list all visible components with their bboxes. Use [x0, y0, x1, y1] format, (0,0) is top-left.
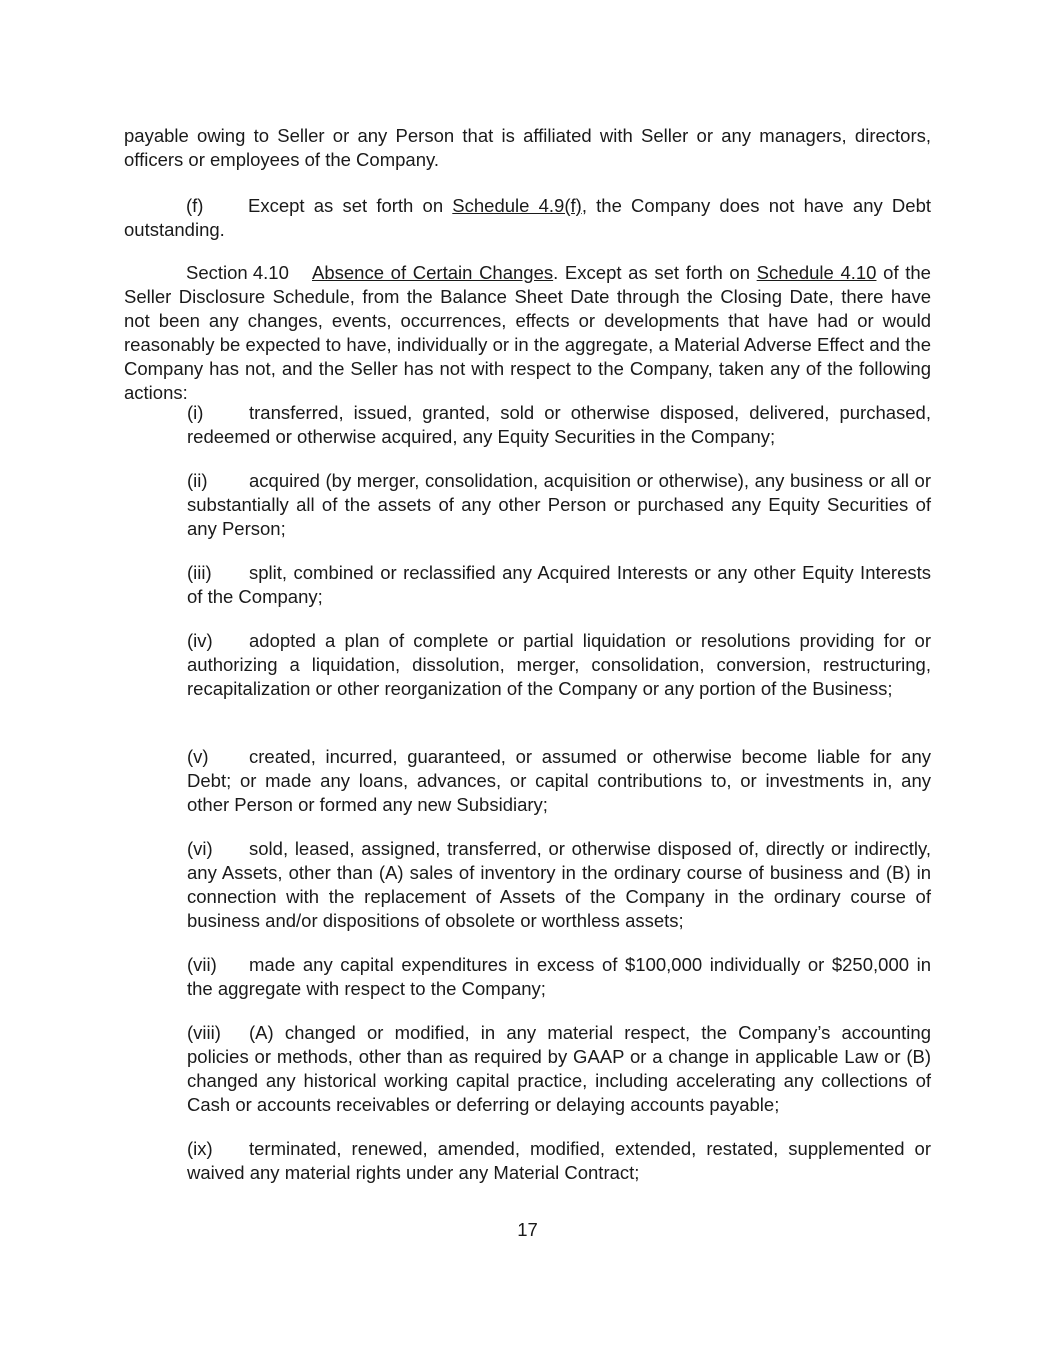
list-item-label: (viii) — [187, 1022, 221, 1043]
intro-paragraph: payable owing to Seller or any Person that is affiliated with Seller or any managers, directors, officers or employees of the Company. — [124, 125, 931, 170]
section-4-10 — [124, 261, 931, 405]
page-number: 17 — [517, 1219, 538, 1240]
section-body: of the Seller Disclosure Schedule, from the Balance Sheet Date through the Closing Date, there have not been any changes, events, occurrences, effects or developments that have had or would reasonably be expected to have, individually or in the aggregate, a Material Adverse Effect and the Company has not, and the Seller has not with respect to the Company, taken any of the following actions: — [124, 262, 931, 403]
list-item-text: split, combined or reclassified any Acquired Interests or any other Equity Interests of the Company; — [187, 562, 931, 607]
list-item — [187, 629, 931, 701]
section-number: Section 4.10 — [186, 262, 289, 283]
clause-f — [124, 194, 931, 242]
list-item-text: transferred, issued, granted, sold or otherwise disposed, delivered, purchased, redeemed or otherwise acquired, any Equity Securities in the Company; — [187, 402, 931, 447]
list-item-text: terminated, renewed, amended, modified, extended, restated, supplemented or waived any material rights under any Material Contract; — [187, 1138, 931, 1183]
list-item — [187, 745, 931, 817]
clause-f-post: , the Company does not have any Debt outstanding. — [124, 195, 931, 240]
list-item — [187, 469, 931, 541]
list-item-text: sold, leased, assigned, transferred, or otherwise disposed of, directly or indirectly, any Assets, other than (A) sales of inventory in the ordinary course of business and (B) in connection with the replacement of Assets of the Company in the ordinary course of business and/or dispositions of obsolete or worthless assets; — [187, 838, 931, 931]
list-item-label: (ii) — [187, 470, 208, 491]
clause-f-pre: Except as set forth on — [248, 195, 453, 216]
list-item — [187, 1137, 931, 1185]
schedule-4-9f-ref: Schedule 4.9(f) — [452, 195, 582, 216]
section-pre: . Except as set forth on — [553, 262, 757, 283]
list-item — [187, 401, 931, 449]
list-item — [187, 1021, 931, 1117]
list-item-label: (vi) — [187, 838, 213, 859]
list-item-label: (vii) — [187, 954, 217, 975]
section-heading: Absence of Certain Changes — [312, 262, 554, 283]
list-item — [187, 837, 931, 933]
schedule-4-10-ref: Schedule 4.10 — [756, 262, 877, 283]
list-item-label: (i) — [187, 402, 204, 423]
list-item-text: adopted a plan of complete or partial liquidation or resolutions providing for or authorizing a liquidation, dissolution, merger, consolidation, conversion, restructuring, recapitalization or other reorganization of the Company or any portion of the Business; — [187, 630, 931, 699]
list-item-label: (ix) — [187, 1138, 213, 1159]
list-item — [187, 561, 931, 609]
list-item — [187, 953, 931, 1001]
clause-f-label: (f) — [186, 195, 204, 216]
list-item-text: acquired (by merger, consolidation, acquisition or otherwise), any business or all or substantially all of the assets of any other Person or purchased any Equity Securities of any Person; — [187, 470, 931, 539]
list-item-text: made any capital expenditures in excess of $100,000 individually or $250,000 in the aggregate with respect to the Company; — [187, 954, 931, 999]
list-item-text: (A) changed or modified, in any material respect, the Company’s accounting policies or methods, other than as required by GAAP or a change in applicable Law or (B) changed any historical working capital practice, including accelerating any collections of Cash or accounts receivables or deferring or delaying accounts payable; — [187, 1022, 931, 1115]
list-item-text: created, incurred, guaranteed, or assumed or otherwise become liable for any Debt; or made any loans, advances, or capital contributions to, or investments in, any other Person or formed any new Subsidiary; — [187, 746, 931, 815]
list-item-label: (iv) — [187, 630, 213, 651]
list-item-label: (v) — [187, 746, 209, 767]
list-item-label: (iii) — [187, 562, 212, 583]
